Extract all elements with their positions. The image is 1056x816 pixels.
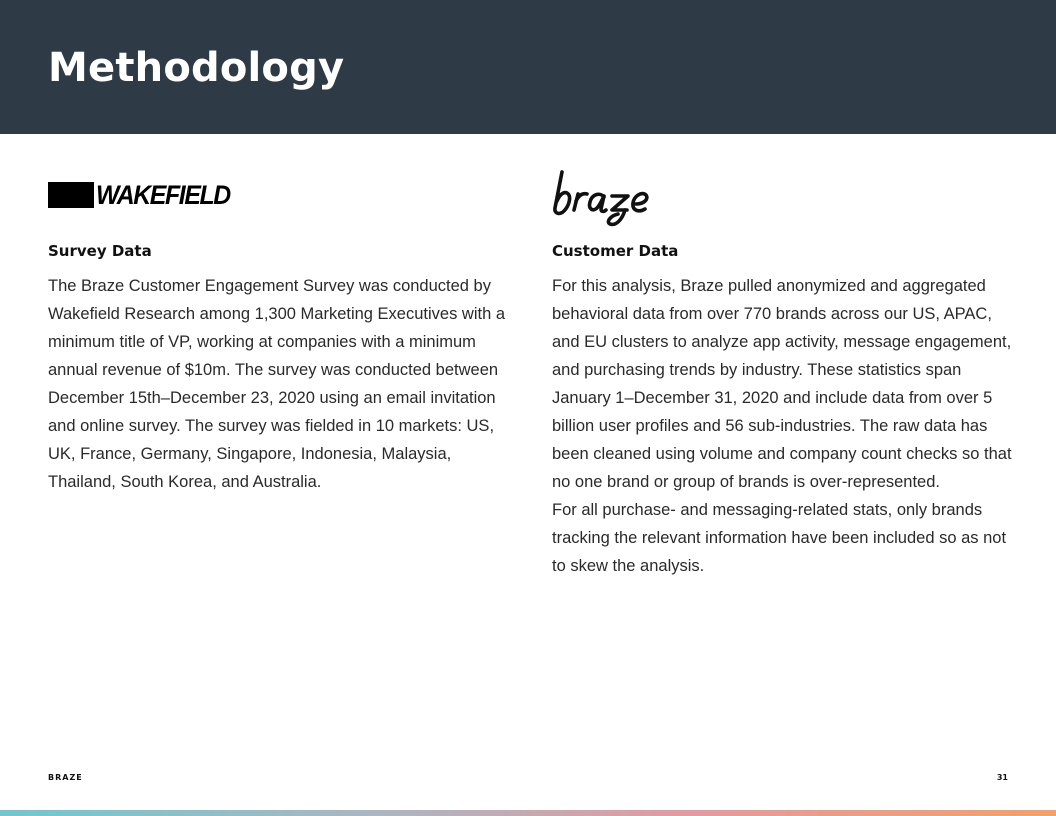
survey-data-body — [48, 272, 508, 496]
wakefield-logo — [48, 182, 242, 208]
footer-brand: BRAZE — [48, 773, 83, 782]
customer-data-body — [552, 272, 1022, 580]
wakefield-logo-bar — [48, 182, 94, 208]
page-number: 31 — [996, 773, 1008, 782]
footer-gradient-bar — [0, 810, 1056, 816]
survey-data-title: Survey Data — [48, 242, 152, 260]
survey-data-paragraph: The Braze Customer Engagement Survey was conducted by Wakefield Research among 1,300 Marketing Executives with a minimum title of VP, working at companies with a minimum annual revenue of $10m. The survey was conducted between December 15th–December 23, 2020 using an email invitation and online survey. The survey was fielded in 10 markets: US, UK, France, Germany, Singapore, Indonesia, Malaysia, Thailand, South Korea, and Australia. — [48, 277, 506, 491]
wakefield-logo-text: WAKEFIELD — [96, 180, 230, 210]
customer-data-paragraph-2: For all purchase- and messaging-related stats, only brands tracking the relevant information have been included so as not to skew the analysis. — [552, 501, 1007, 575]
page-title: Methodology — [48, 45, 345, 91]
braze-logo — [552, 168, 676, 230]
page-header — [0, 0, 1056, 134]
customer-data-paragraph-1: For this analysis, Braze pulled anonymized and aggregated behavioral data from over 770 brands across our US, APAC, and EU clusters to analyze app activity, message engagement, and purchasing trends by industry. These statistics span January 1–December 31, 2020 and include data from over 5 billion user profiles and 56 sub-industries. The raw data has been cleaned using volume and company count checks so that no one brand or group of brands is over-represented. — [552, 277, 1012, 491]
customer-data-title: Customer Data — [552, 242, 679, 260]
